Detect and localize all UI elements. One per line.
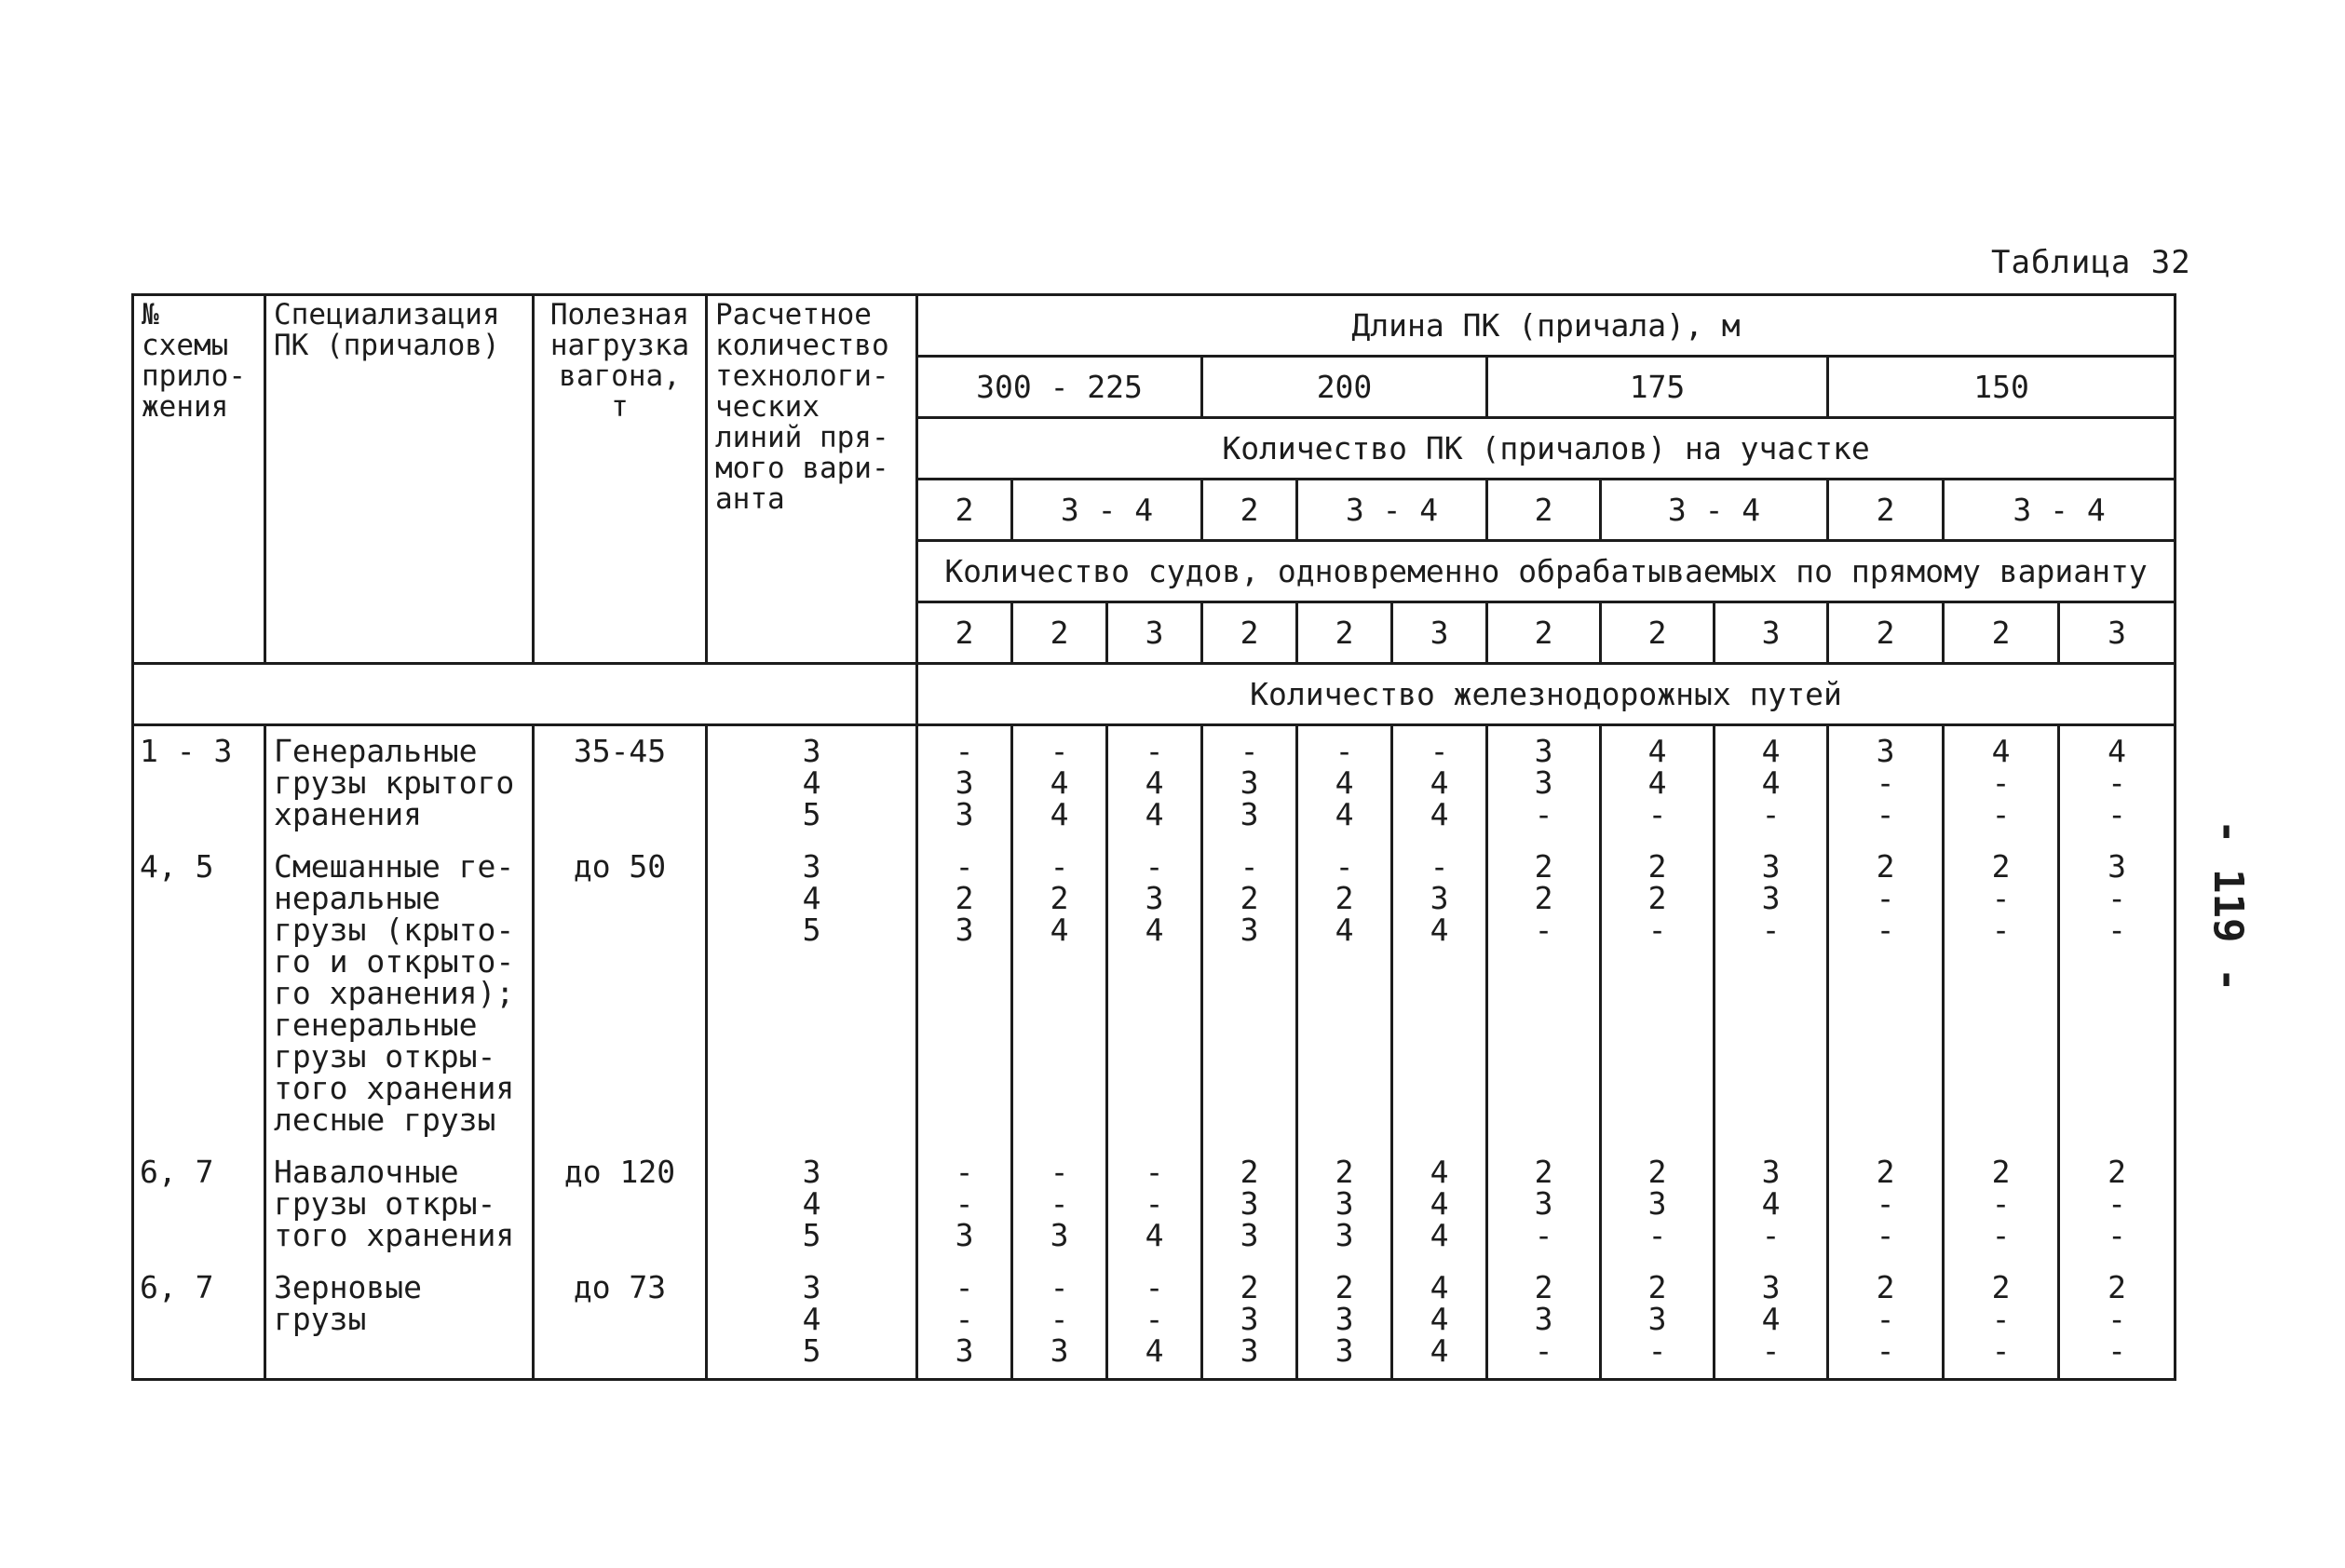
track-cell: - 2 4 bbox=[1012, 842, 1107, 1147]
table-row bbox=[133, 1147, 2176, 1263]
scheme-no-cell: 6, 7 bbox=[133, 1147, 265, 1263]
lines-cell: 3 4 5 bbox=[707, 725, 917, 843]
berths-value: 3 - 4 bbox=[1944, 480, 2176, 541]
vessels-value: 2 bbox=[917, 602, 1012, 664]
header-spacer bbox=[133, 664, 917, 725]
vessels-value: 2 bbox=[1487, 602, 1601, 664]
track-cell: 3 - - bbox=[2059, 842, 2176, 1147]
header-payload: Полезная нагрузка вагона, т bbox=[534, 295, 707, 664]
track-cell: 3 - - bbox=[1828, 725, 1944, 843]
track-cell: 3 3 - bbox=[1487, 725, 1601, 843]
track-cell: - 4 4 bbox=[1392, 725, 1487, 843]
track-cell: 2 - - bbox=[1828, 1263, 1944, 1380]
track-cell: - 2 4 bbox=[1297, 842, 1392, 1147]
payload-cell: до 120 bbox=[534, 1147, 707, 1263]
header-vessels-count: Количество судов, одновременно обрабатываемых по прямому варианту bbox=[917, 541, 2176, 602]
track-cell: - 3 3 bbox=[917, 725, 1012, 843]
track-cell: 2 3 3 bbox=[1202, 1147, 1297, 1263]
table-row bbox=[133, 842, 2176, 1147]
length-value: 175 bbox=[1487, 357, 1828, 418]
vessels-value: 2 bbox=[1828, 602, 1944, 664]
table-row bbox=[133, 1263, 2176, 1380]
track-cell: 3 3 - bbox=[1715, 842, 1828, 1147]
track-cell: 2 - - bbox=[1944, 1263, 2059, 1380]
track-cell: 4 4 - bbox=[1601, 725, 1715, 843]
track-cell: 2 - - bbox=[1828, 842, 1944, 1147]
track-cell: 4 - - bbox=[2059, 725, 2176, 843]
vessels-value: 2 bbox=[1297, 602, 1392, 664]
data-table bbox=[131, 293, 2176, 1381]
specialization-cell: Смешанные ге- неральные грузы (крыто- го и открыто- го хранения); генеральные грузы откры- того хранения лесные грузы bbox=[265, 842, 534, 1147]
berths-value: 3 - 4 bbox=[1601, 480, 1828, 541]
track-cell: - - 4 bbox=[1107, 1263, 1202, 1380]
specialization-cell: Генеральные грузы крытого хранения bbox=[265, 725, 534, 843]
header-scheme-no: № схемы прило- жения bbox=[133, 295, 265, 664]
header-tracks-count: Количество железнодорожных путей bbox=[917, 664, 2176, 725]
berths-value: 2 bbox=[917, 480, 1012, 541]
scheme-no-cell: 6, 7 bbox=[133, 1263, 265, 1380]
track-cell: 2 2 - bbox=[1487, 842, 1601, 1147]
track-cell: 2 - - bbox=[2059, 1263, 2176, 1380]
track-cell: - - 3 bbox=[917, 1147, 1012, 1263]
track-cell: - - 3 bbox=[917, 1263, 1012, 1380]
lines-cell: 3 4 5 bbox=[707, 1263, 917, 1380]
vessels-value: 2 bbox=[1601, 602, 1715, 664]
track-cell: - - 3 bbox=[1012, 1263, 1107, 1380]
vessels-value: 3 bbox=[1715, 602, 1828, 664]
track-cell: - 2 3 bbox=[917, 842, 1012, 1147]
track-cell: - - 3 bbox=[1012, 1147, 1107, 1263]
payload-cell: 35-45 bbox=[534, 725, 707, 843]
length-value: 300 - 225 bbox=[917, 357, 1202, 418]
track-cell: 2 3 - bbox=[1487, 1147, 1601, 1263]
specialization-cell: Зерновые грузы bbox=[265, 1263, 534, 1380]
payload-cell: до 50 bbox=[534, 842, 707, 1147]
length-value: 200 bbox=[1202, 357, 1487, 418]
berths-value: 2 bbox=[1202, 480, 1297, 541]
track-cell: - 4 4 bbox=[1107, 725, 1202, 843]
vessels-value: 3 bbox=[1107, 602, 1202, 664]
track-cell: 2 3 - bbox=[1487, 1263, 1601, 1380]
vessels-value: 3 bbox=[2059, 602, 2176, 664]
track-cell: - 3 3 bbox=[1202, 725, 1297, 843]
table-row bbox=[133, 725, 2176, 843]
vessels-value: 2 bbox=[1944, 602, 2059, 664]
lines-cell: 3 4 5 bbox=[707, 842, 917, 1147]
track-cell: 4 4 4 bbox=[1392, 1263, 1487, 1380]
track-cell: 2 - - bbox=[1828, 1147, 1944, 1263]
track-cell: 3 4 - bbox=[1715, 1147, 1828, 1263]
table-title: Таблица 32 bbox=[1991, 244, 2191, 281]
berths-value: 2 bbox=[1828, 480, 1944, 541]
berths-value: 2 bbox=[1487, 480, 1601, 541]
track-cell: 2 - - bbox=[2059, 1147, 2176, 1263]
vessels-value: 2 bbox=[1202, 602, 1297, 664]
track-cell: 2 3 3 bbox=[1202, 1263, 1297, 1380]
track-cell: 3 4 - bbox=[1715, 1263, 1828, 1380]
track-cell: - - 4 bbox=[1107, 1147, 1202, 1263]
track-cell: 4 - - bbox=[1944, 725, 2059, 843]
payload-cell: до 73 bbox=[534, 1263, 707, 1380]
vessels-value: 2 bbox=[1012, 602, 1107, 664]
header-berths-count: Количество ПК (причалов) на участке bbox=[917, 418, 2176, 480]
track-cell: 4 4 - bbox=[1715, 725, 1828, 843]
header-lines: Расчетное количество технологи- ческих линий пря- мого вари- анта bbox=[707, 295, 917, 664]
track-cell: 2 3 - bbox=[1601, 1147, 1715, 1263]
page-number: - 119 - bbox=[2204, 819, 2252, 993]
track-cell: 2 3 3 bbox=[1297, 1147, 1392, 1263]
header-length: Длина ПК (причала), м bbox=[917, 295, 2176, 357]
berths-value: 3 - 4 bbox=[1297, 480, 1487, 541]
header-specialization: Специализация ПК (причалов) bbox=[265, 295, 534, 664]
track-cell: 2 - - bbox=[1944, 842, 2059, 1147]
specialization-cell: Навалочные грузы откры- того хранения bbox=[265, 1147, 534, 1263]
track-cell: 2 3 3 bbox=[1297, 1263, 1392, 1380]
vessels-value: 3 bbox=[1392, 602, 1487, 664]
track-cell: 2 2 - bbox=[1601, 842, 1715, 1147]
track-cell: - 3 4 bbox=[1392, 842, 1487, 1147]
track-cell: - 2 3 bbox=[1202, 842, 1297, 1147]
berths-value: 3 - 4 bbox=[1012, 480, 1202, 541]
scheme-no-cell: 1 - 3 bbox=[133, 725, 265, 843]
track-cell: 4 4 4 bbox=[1392, 1147, 1487, 1263]
track-cell: - 3 4 bbox=[1107, 842, 1202, 1147]
length-value: 150 bbox=[1828, 357, 2176, 418]
scheme-no-cell: 4, 5 bbox=[133, 842, 265, 1147]
lines-cell: 3 4 5 bbox=[707, 1147, 917, 1263]
track-cell: 2 - - bbox=[1944, 1147, 2059, 1263]
track-cell: - 4 4 bbox=[1297, 725, 1392, 843]
track-cell: - 4 4 bbox=[1012, 725, 1107, 843]
track-cell: 2 3 - bbox=[1601, 1263, 1715, 1380]
